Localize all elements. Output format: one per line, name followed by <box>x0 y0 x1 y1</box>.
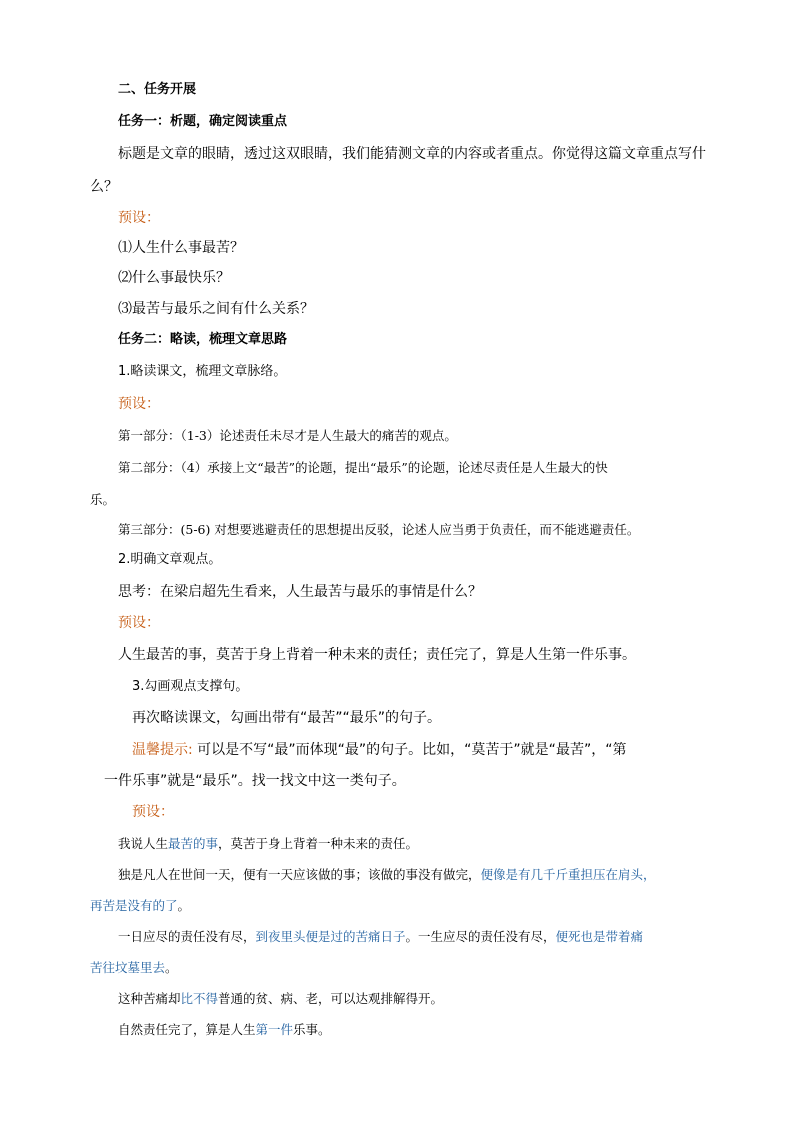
quote-4 <box>118 989 443 1009</box>
task2-part2-line1: 第二部分：（4）承接上文“最苦”的论题，提出“最乐”的论题，论述尽责任是人生最大的快 <box>118 460 608 475</box>
quote-highlight: 苦往坟墓里去 <box>90 960 166 975</box>
tip-text: 可以是不写“最”而体现“最”的句子。比如，“莫苦于”就是“最苦”，“第 <box>192 742 627 758</box>
quote-highlight: 便像是有几千斤重担压在肩头， <box>480 867 656 882</box>
task2-preset-label-2: 预设： <box>118 615 160 631</box>
task1-item-2: ⑵什么事最快乐？ <box>118 270 230 286</box>
task2-step1: 1.略读课文，梳理文章脉络。 <box>118 364 287 379</box>
task2-reread: 再次略读课文，勾画出带有“最苦”“最乐”的句子。 <box>132 710 442 726</box>
quote-text: 。 <box>165 960 178 975</box>
quote-highlight: 便死也是带着痛 <box>555 929 644 944</box>
task2-step2: 2.明确文章观点。 <box>118 552 222 567</box>
task2-answer: 人生最苦的事，莫苦于身上背着一种未来的责任；责任完了，算是人生第一件乐事。 <box>118 647 636 663</box>
task2-tip-line2: 一件乐事”就是“最乐”。找一找文中这一类句子。 <box>104 773 406 789</box>
quote-text: ，莫苦于身上背着一种未来的责任。 <box>218 836 419 851</box>
task2-part3: 第三部分：(5-6) 对想要逃避责任的思想提出反驳，论述人应当勇于负责任，而不能逃避责任。 <box>118 522 640 537</box>
task2-think: 思考：在梁启超先生看来，人生最苦与最乐的事情是什么？ <box>118 584 482 600</box>
task2-preset-label-3: 预设： <box>132 804 174 820</box>
task1-title: 任务一：析题，确定阅读重点 <box>118 114 288 129</box>
task2-title: 任务二：略读，梳理文章思路 <box>118 332 288 347</box>
quote-5 <box>118 1020 331 1040</box>
quote-text: 自然责任完了，算是人生 <box>118 1022 256 1037</box>
quote-3-line1 <box>118 927 643 947</box>
quote-text: 我说人生 <box>118 836 169 851</box>
quote-text: 乐事。 <box>293 1022 331 1037</box>
task2-part2-line2: 乐。 <box>90 492 116 507</box>
quote-3-line2 <box>90 958 178 978</box>
quote-text: 普通的贫、病、老，可以达观排解得开。 <box>218 991 444 1006</box>
quote-text: 。一生应尽的责任没有尽， <box>405 929 556 944</box>
task2-preset-label: 预设： <box>118 396 160 412</box>
quote-2-line1 <box>118 865 656 885</box>
quote-text: 一日应尽的责任没有尽， <box>118 929 256 944</box>
task1-paragraph-line1: 标题是文章的眼睛，透过这双眼睛，我们能猜测文章的内容或者重点。你觉得这篇文章重点写什 <box>118 146 706 162</box>
quote-highlight: 到夜里头便是过的苦痛日子 <box>255 929 406 944</box>
quote-highlight: 比不得 <box>180 991 219 1006</box>
task1-item-1: ⑴人生什么事最苦？ <box>118 240 244 256</box>
quote-2-line2 <box>90 896 190 916</box>
task2-tip-line1 <box>132 740 626 760</box>
task1-preset-label: 预设： <box>118 210 160 226</box>
quote-highlight: 最苦的事 <box>168 836 219 851</box>
task2-part1: 第一部分：（1-3）论述责任未尽才是人生最大的痛苦的观点。 <box>118 428 457 443</box>
quote-1 <box>118 834 418 854</box>
quote-text: 这种苦痛却 <box>118 991 181 1006</box>
task1-paragraph-line2: 么？ <box>90 179 118 195</box>
quote-highlight: 第一件 <box>255 1022 294 1037</box>
quote-text: 。 <box>177 898 191 913</box>
tip-label: 温馨提示: <box>132 742 193 758</box>
quote-highlight: 再苦是没有的了 <box>90 898 178 913</box>
section-heading: 二、任务开展 <box>118 82 197 97</box>
task1-item-3: ⑶最苦与最乐之间有什么关系？ <box>118 301 314 317</box>
task2-step3: 3.勾画观点支撑句。 <box>132 679 249 694</box>
quote-text: 独是凡人在世间一天，便有一天应该做的事；该做的事没有做完， <box>118 867 481 882</box>
